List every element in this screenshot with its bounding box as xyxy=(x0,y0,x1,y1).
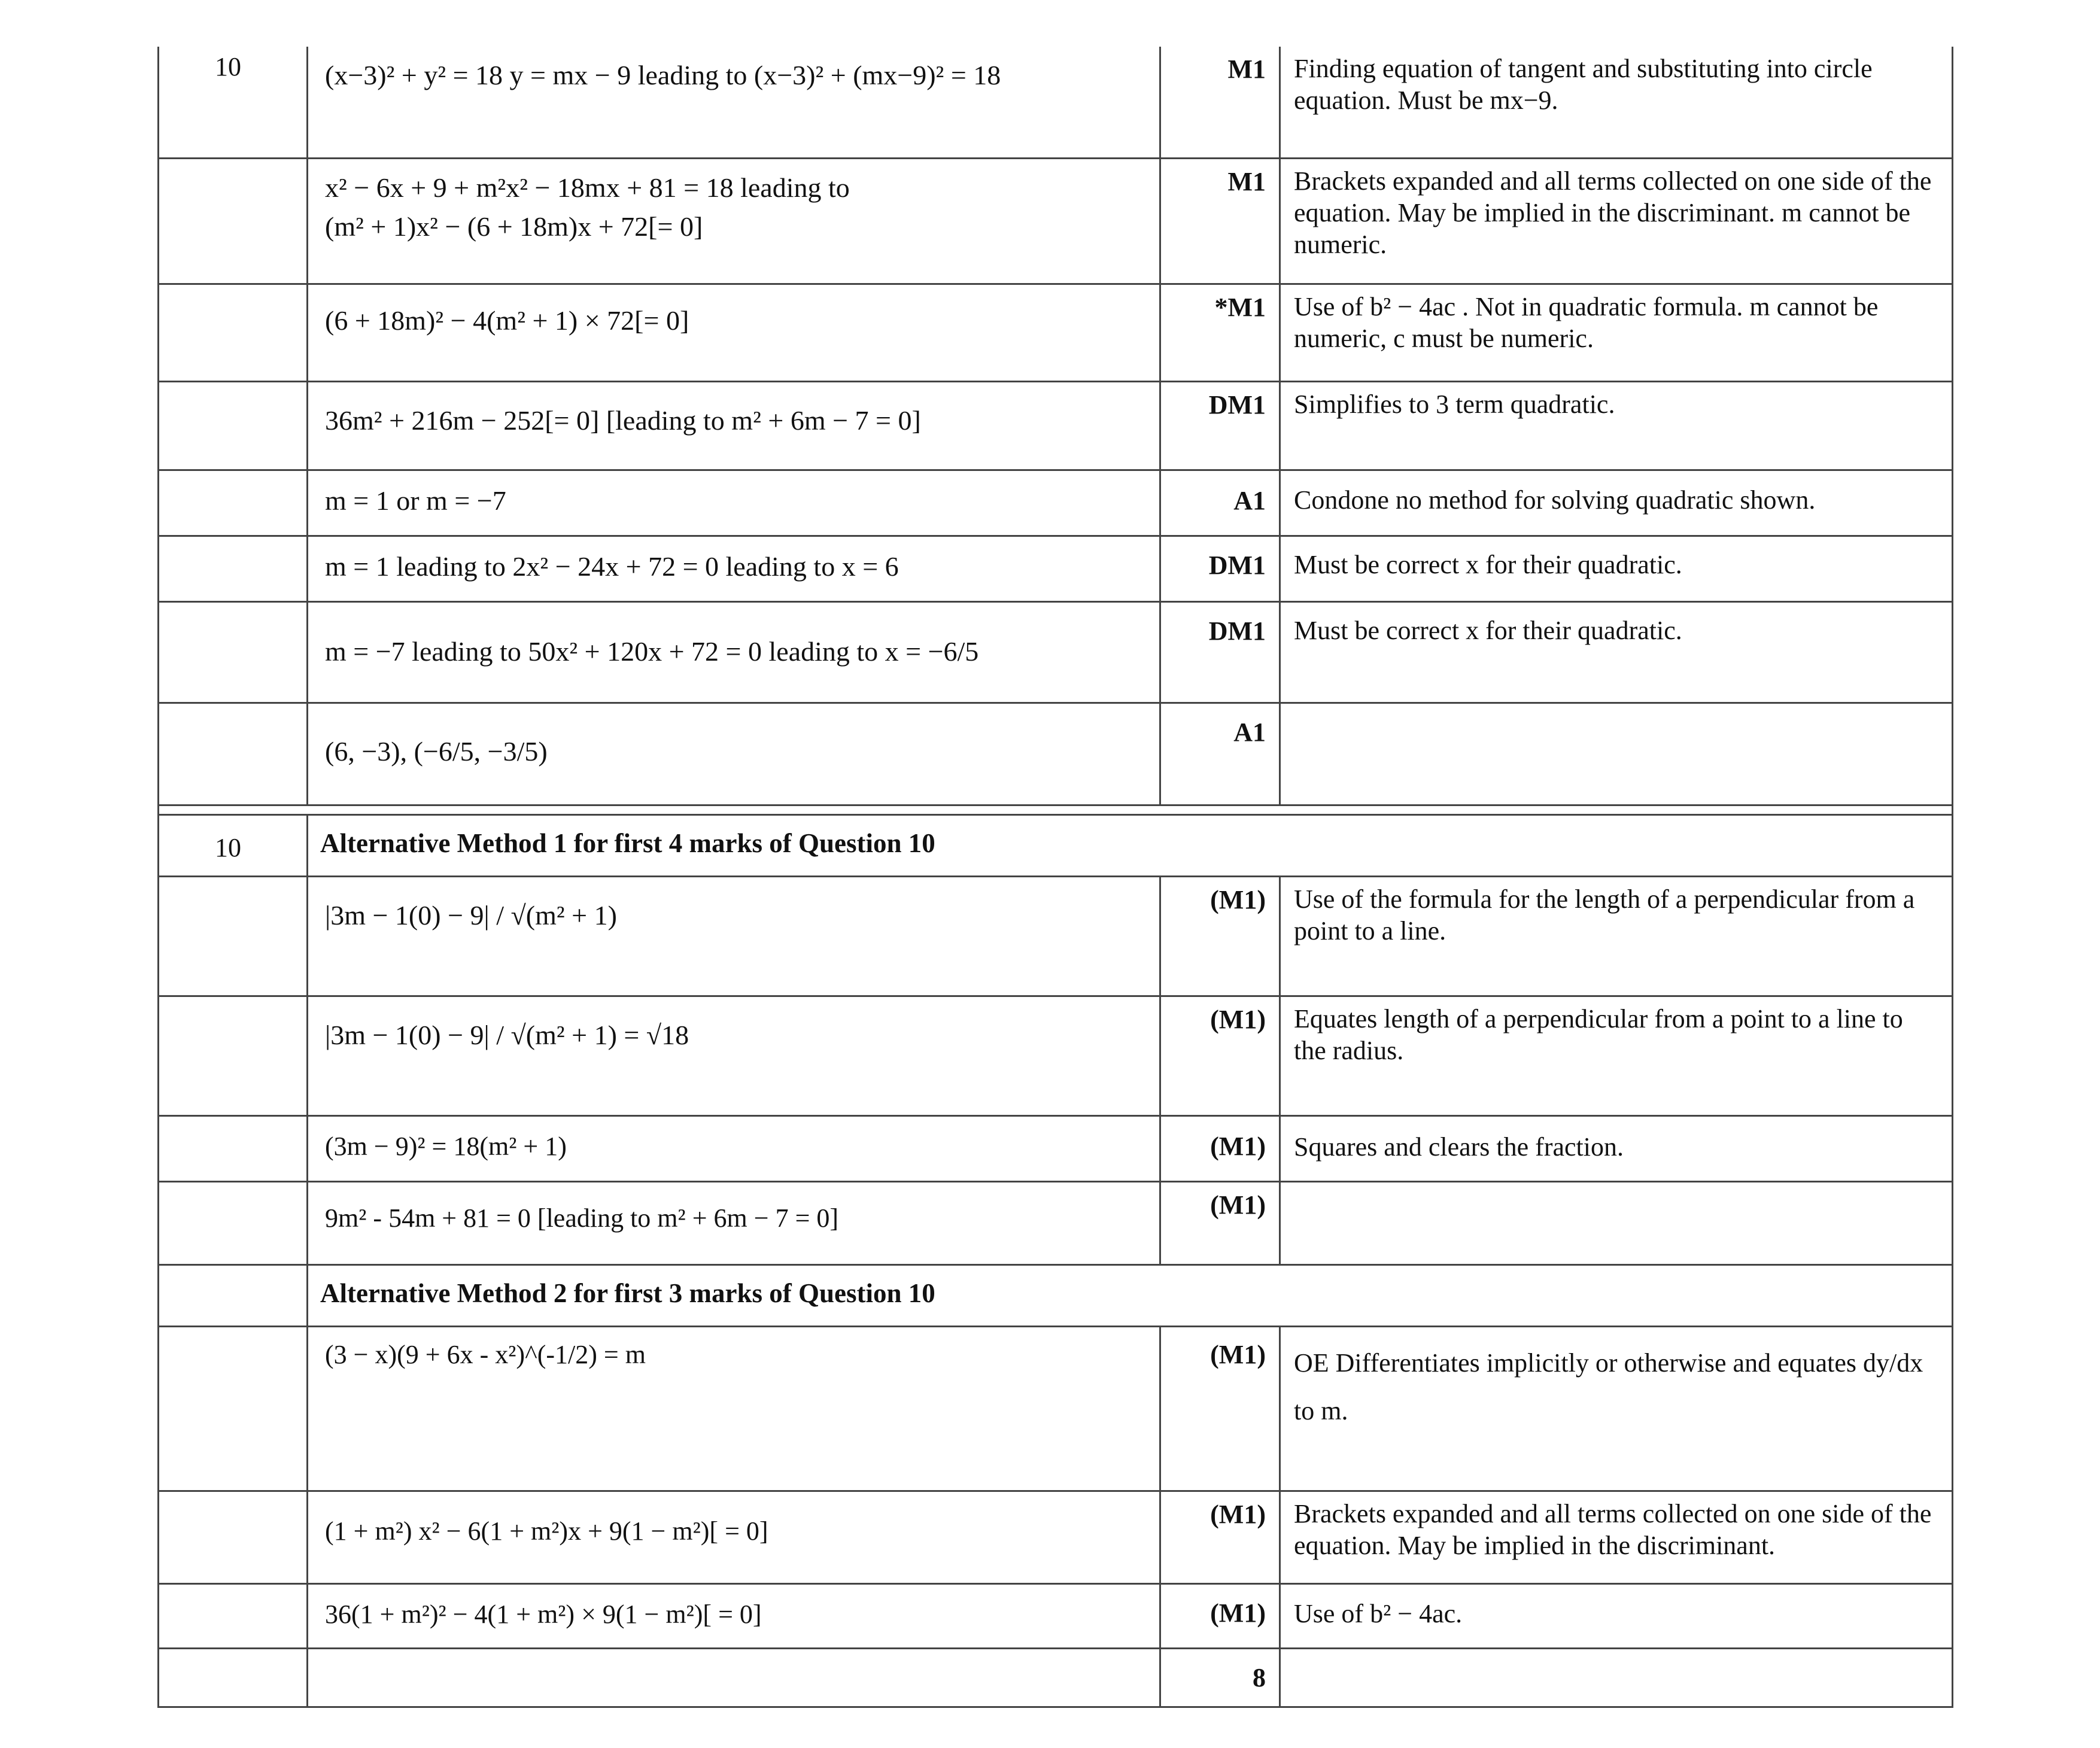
mark-text: (M1) xyxy=(1210,885,1266,914)
answer-text: (3 − x)(9 + 6x - x²)^(-1/2) = m xyxy=(325,1340,646,1369)
answer-text: |3m − 1(0) − 9| / √(m² + 1) xyxy=(325,900,617,931)
mark-text: DM1 xyxy=(1208,390,1266,419)
mark-text: DM1 xyxy=(1208,616,1266,646)
mark-cell xyxy=(1159,1327,1279,1490)
answer-cell xyxy=(306,997,1159,1115)
mark-cell xyxy=(1159,47,1279,157)
guidance-text: Equates length of a perpendicular from a point to a line to the radius. xyxy=(1294,1004,1903,1065)
guidance-text: Must be correct x for their quadratic. xyxy=(1294,616,1682,645)
guidance-text: Squares and clears the fraction. xyxy=(1294,1132,1624,1162)
mark-text: (M1) xyxy=(1210,1132,1266,1161)
guidance-cell xyxy=(1279,159,1953,283)
answer-cell xyxy=(306,603,1159,702)
answer-cell xyxy=(306,159,1159,283)
mark-cell xyxy=(1159,382,1279,469)
mark-cell xyxy=(1159,1182,1279,1264)
table-row xyxy=(157,1585,1953,1649)
mark-cell xyxy=(1159,1585,1279,1647)
table-row xyxy=(157,1266,1953,1327)
answer-text: (x−3)² + y² = 18 y = mx − 9 leading to (x−3)² + (mx−9)² = 18 xyxy=(325,60,1001,90)
table-row xyxy=(157,997,1953,1117)
guidance-text: Use of the formula for the length of a perpendicular from a point to a line. xyxy=(1294,884,1915,946)
guidance-text: Finding equation of tangent and substituting into circle equation. Must be mx−9. xyxy=(1294,54,1873,115)
answer-text: m = −7 leading to 50x² + 120x + 72 = 0 leading to x = −6/5 xyxy=(325,636,979,667)
mark-cell xyxy=(1159,1492,1279,1583)
answer-text: (6, −3), (−6/5, −3/5) xyxy=(325,736,548,767)
guidance-cell xyxy=(1279,471,1953,535)
total-row xyxy=(157,1649,1953,1708)
mark-scheme-table xyxy=(157,47,1953,1708)
alt-method-2-heading: Alternative Method 2 for first 3 marks of Question 10 xyxy=(320,1278,935,1308)
table-row xyxy=(157,382,1953,471)
section-divider xyxy=(157,804,1953,806)
mark-text: M1 xyxy=(1227,54,1266,84)
total-marks: 8 xyxy=(1253,1663,1266,1692)
mark-text: *M1 xyxy=(1214,293,1266,322)
answer-text: m = 1 or m = −7 xyxy=(325,485,506,516)
answer-text: (6 + 18m)² − 4(m² + 1) × 72[= 0] xyxy=(325,305,689,336)
answer-cell xyxy=(306,877,1159,995)
answer-text: 9m² - 54m + 81 = 0 [leading to m² + 6m − 7 = 0] xyxy=(325,1203,839,1233)
answer-text: 36(1 + m²)² − 4(1 + m²) × 9(1 − m²)[ = 0] xyxy=(325,1600,762,1629)
guidance-text: Brackets expanded and all terms collected on one side of the equation. May be implied in the discriminant. xyxy=(1294,1499,1932,1560)
mark-cell xyxy=(1159,159,1279,283)
guidance-cell xyxy=(1279,537,1953,601)
guidance-cell xyxy=(1279,1327,1953,1490)
mark-text: (M1) xyxy=(1210,1190,1266,1220)
guidance-text: Must be correct x for their quadratic. xyxy=(1294,550,1682,579)
answer-line-2: (m² + 1)x² − (6 + 18m)x + 72[= 0] xyxy=(325,211,703,242)
guidance-cell xyxy=(1279,47,1953,157)
mark-cell xyxy=(1159,1117,1279,1181)
table-row xyxy=(157,285,1953,382)
guidance-text: Use of b² − 4ac. xyxy=(1294,1599,1463,1628)
alt-method-1-heading: Alternative Method 1 for first 4 marks of Question 10 xyxy=(320,828,935,858)
guidance-text: Condone no method for solving quadratic shown. xyxy=(1294,485,1816,515)
mark-cell xyxy=(1159,1649,1279,1706)
mark-text: (M1) xyxy=(1210,1340,1266,1369)
answer-cell xyxy=(306,471,1159,535)
mark-text: (M1) xyxy=(1210,1500,1266,1529)
answer-cell xyxy=(306,1649,1159,1706)
answer-line-1: x² − 6x + 9 + m²x² − 18mx + 81 = 18 leading to xyxy=(325,172,850,203)
answer-text: m = 1 leading to 2x² − 24x + 72 = 0 leading to x = 6 xyxy=(325,551,899,582)
table-row xyxy=(157,877,1953,997)
mark-text: DM1 xyxy=(1208,551,1266,580)
answer-cell xyxy=(306,537,1159,601)
answer-cell xyxy=(306,285,1159,381)
mark-cell xyxy=(1159,285,1279,381)
answer-cell xyxy=(306,704,1159,804)
answer-text xyxy=(325,171,850,243)
heading-cell xyxy=(306,1266,1953,1326)
mark-text: (M1) xyxy=(1210,1598,1266,1628)
answer-cell xyxy=(306,1492,1159,1583)
mark-text: A1 xyxy=(1233,486,1266,515)
mark-cell xyxy=(1159,603,1279,702)
answer-text: (1 + m²) x² − 6(1 + m²)x + 9(1 − m²)[ = 0] xyxy=(325,1516,768,1546)
guidance-text: Brackets expanded and all terms collected on one side of the equation. May be implied in the discriminant. m cannot be numeric. xyxy=(1294,166,1932,259)
heading-cell xyxy=(306,816,1953,875)
guidance-text: OE Differentiates implicitly or otherwise and equates dy/dx to m. xyxy=(1294,1348,1923,1425)
table-row xyxy=(157,1327,1953,1492)
answer-text: |3m − 1(0) − 9| / √(m² + 1) = √18 xyxy=(325,1020,689,1050)
guidance-cell xyxy=(1279,997,1953,1115)
table-row xyxy=(157,1117,1953,1182)
guidance-cell xyxy=(1279,1117,1953,1181)
mark-cell xyxy=(1159,704,1279,804)
mark-cell xyxy=(1159,997,1279,1115)
table-row xyxy=(157,603,1953,704)
guidance-cell xyxy=(1279,1492,1953,1583)
answer-cell xyxy=(306,382,1159,469)
guidance-cell xyxy=(1279,285,1953,381)
answer-cell xyxy=(306,1585,1159,1647)
guidance-cell xyxy=(1279,1649,1953,1706)
table-row xyxy=(157,471,1953,537)
mark-text: M1 xyxy=(1227,167,1266,196)
answer-cell xyxy=(306,1117,1159,1181)
answer-cell xyxy=(306,1327,1159,1490)
table-row xyxy=(157,704,1953,804)
table-row xyxy=(157,159,1953,285)
mark-text: A1 xyxy=(1233,718,1266,747)
guidance-cell xyxy=(1279,1182,1953,1264)
mark-cell xyxy=(1159,471,1279,535)
guidance-cell xyxy=(1279,382,1953,469)
mark-cell xyxy=(1159,877,1279,995)
mark-cell xyxy=(1159,537,1279,601)
guidance-cell xyxy=(1279,603,1953,702)
guidance-cell xyxy=(1279,704,1953,804)
guidance-text: Simplifies to 3 term quadratic. xyxy=(1294,390,1615,419)
guidance-cell xyxy=(1279,1585,1953,1647)
table-row xyxy=(157,1492,1953,1585)
table-row xyxy=(157,816,1953,877)
table-row xyxy=(157,537,1953,603)
guidance-text: Use of b² − 4ac . Not in quadratic formula. m cannot be numeric, c must be numeric. xyxy=(1294,292,1879,353)
table-row xyxy=(157,1182,1953,1266)
answer-cell xyxy=(306,47,1159,157)
guidance-cell xyxy=(1279,877,1953,995)
table-row xyxy=(157,47,1953,159)
answer-cell xyxy=(306,1182,1159,1264)
answer-text: (3m − 9)² = 18(m² + 1) xyxy=(325,1132,567,1161)
mark-text: (M1) xyxy=(1210,1005,1266,1034)
answer-text: 36m² + 216m − 252[= 0] [leading to m² + 6m − 7 = 0] xyxy=(325,405,921,436)
question-number: 10 xyxy=(215,52,241,81)
question-number: 10 xyxy=(215,833,241,862)
